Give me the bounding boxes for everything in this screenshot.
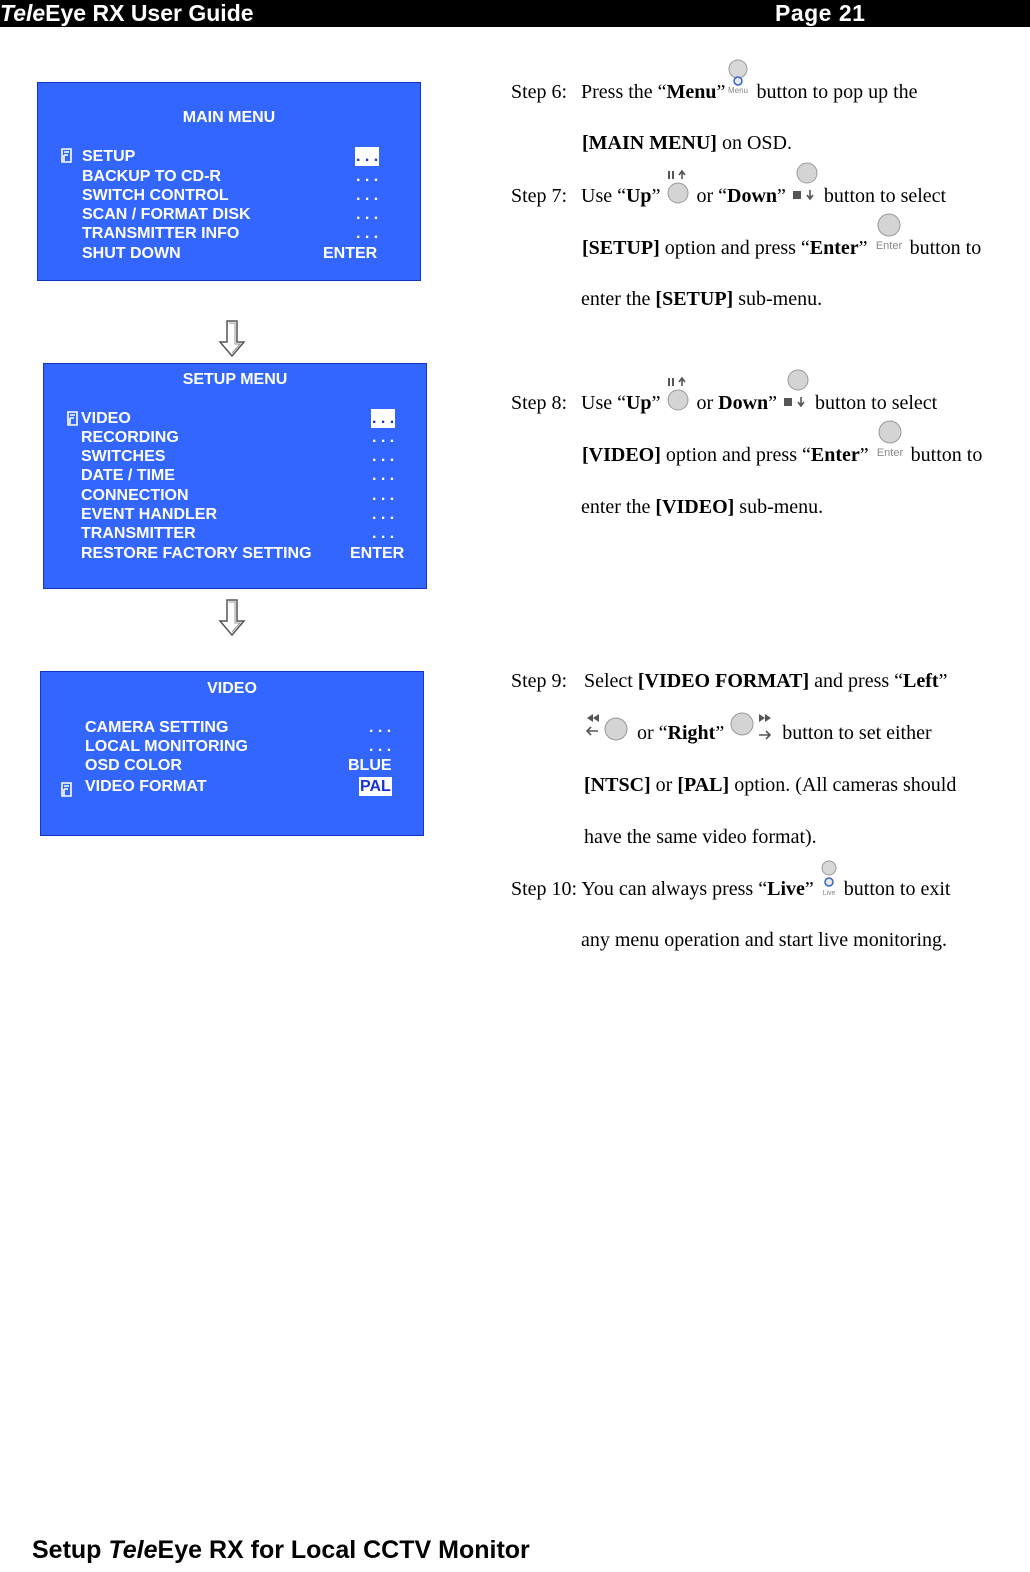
cursor-icon [61,782,72,797]
step-9-number: Step 9: [511,670,568,692]
svg-text:Enter: Enter [876,447,903,460]
setup-menu-title: SETUP MENU [182,371,288,388]
video-menu-title: VIDEO [207,680,257,697]
step-6-number: Step 6: [511,81,568,103]
step-10-line-2: any menu operation and start live monitoring. [581,929,948,951]
step-7-line-1: Use “Up” or “Down” button to select [581,184,946,209]
step-7-line-2: [SETUP] option and press “Enter” Enter button to [582,236,981,261]
up-button-icon [665,185,691,209]
step-8-line-1: Use “Up” or Down” button to select [581,391,937,416]
document-title: TeleEye RX User Guide [0,0,254,26]
menu-button-icon [725,73,751,97]
step-9-line-1: Select [VIDEO FORMAT] and press “Left” [584,670,948,692]
svg-text:Enter: Enter [875,240,902,253]
page-header [0,0,1030,27]
setup-menu-osd: SETUP MENU VIDEO . . . RECORDING . . . SWITCHES . . . DATE / TIME . . . CONNECTION . . . EVENT HANDLER . . . TRANSMITTER . . . RESTORE FACTORY SETTING ENTER [43,363,427,589]
down-arrow-icon [218,320,246,358]
down-arrow-icon [218,599,246,637]
left-button-icon [584,722,632,746]
step-7-number: Step 7: [511,185,568,207]
step-9-line-4: have the same video format). [584,826,817,848]
step-7-line-3: enter the [SETUP] sub-menu. [581,288,823,310]
svg-text:Menu: Menu [728,86,749,96]
svg-text:Live: Live [822,890,836,898]
step-9-line-2: or “Right” button to set either [584,721,932,746]
right-button-icon [729,722,777,746]
page-number: Page 21 [775,0,866,26]
step-9-line-3: [NTSC] or [PAL] option. (All cameras should [584,774,957,796]
step-6-line-2: [MAIN MENU] on OSD. [582,132,792,154]
cursor-icon [61,148,72,163]
main-menu-osd: MAIN MENU SETUP . . . BACKUP TO CD-R . . . SWITCH CONTROL . . . SCAN / FORMAT DISK . . . TRANSMITTER INFO . . . SHUT DOWN ENTER [37,82,421,281]
live-button-icon [819,878,839,902]
page-footer: Setup TeleEye RX for Local CCTV Monitor [32,1536,530,1564]
enter-button-icon [873,237,905,261]
up-button-icon [665,392,691,416]
video-menu-osd: VIDEO CAMERA SETTING . . . LOCAL MONITORING . . . OSD COLOR BLUE VIDEO FORMAT PAL [40,671,424,836]
down-button-icon [782,392,810,416]
step-6-line-1: Press the “Menu” Menu button to pop up the [581,80,918,105]
step-8-line-3: enter the [VIDEO] sub-menu. [581,496,824,518]
cursor-icon [67,411,78,426]
down-button-icon [791,185,819,209]
enter-button-icon [874,444,906,468]
step-8-number: Step 8: [511,392,568,414]
step-10-line-1: Step 10: You can always press “Live” Live button to exit [511,877,950,902]
main-menu-title: MAIN MENU [182,109,276,126]
step-8-line-2: [VIDEO] option and press “Enter” Enter button to [582,443,982,468]
